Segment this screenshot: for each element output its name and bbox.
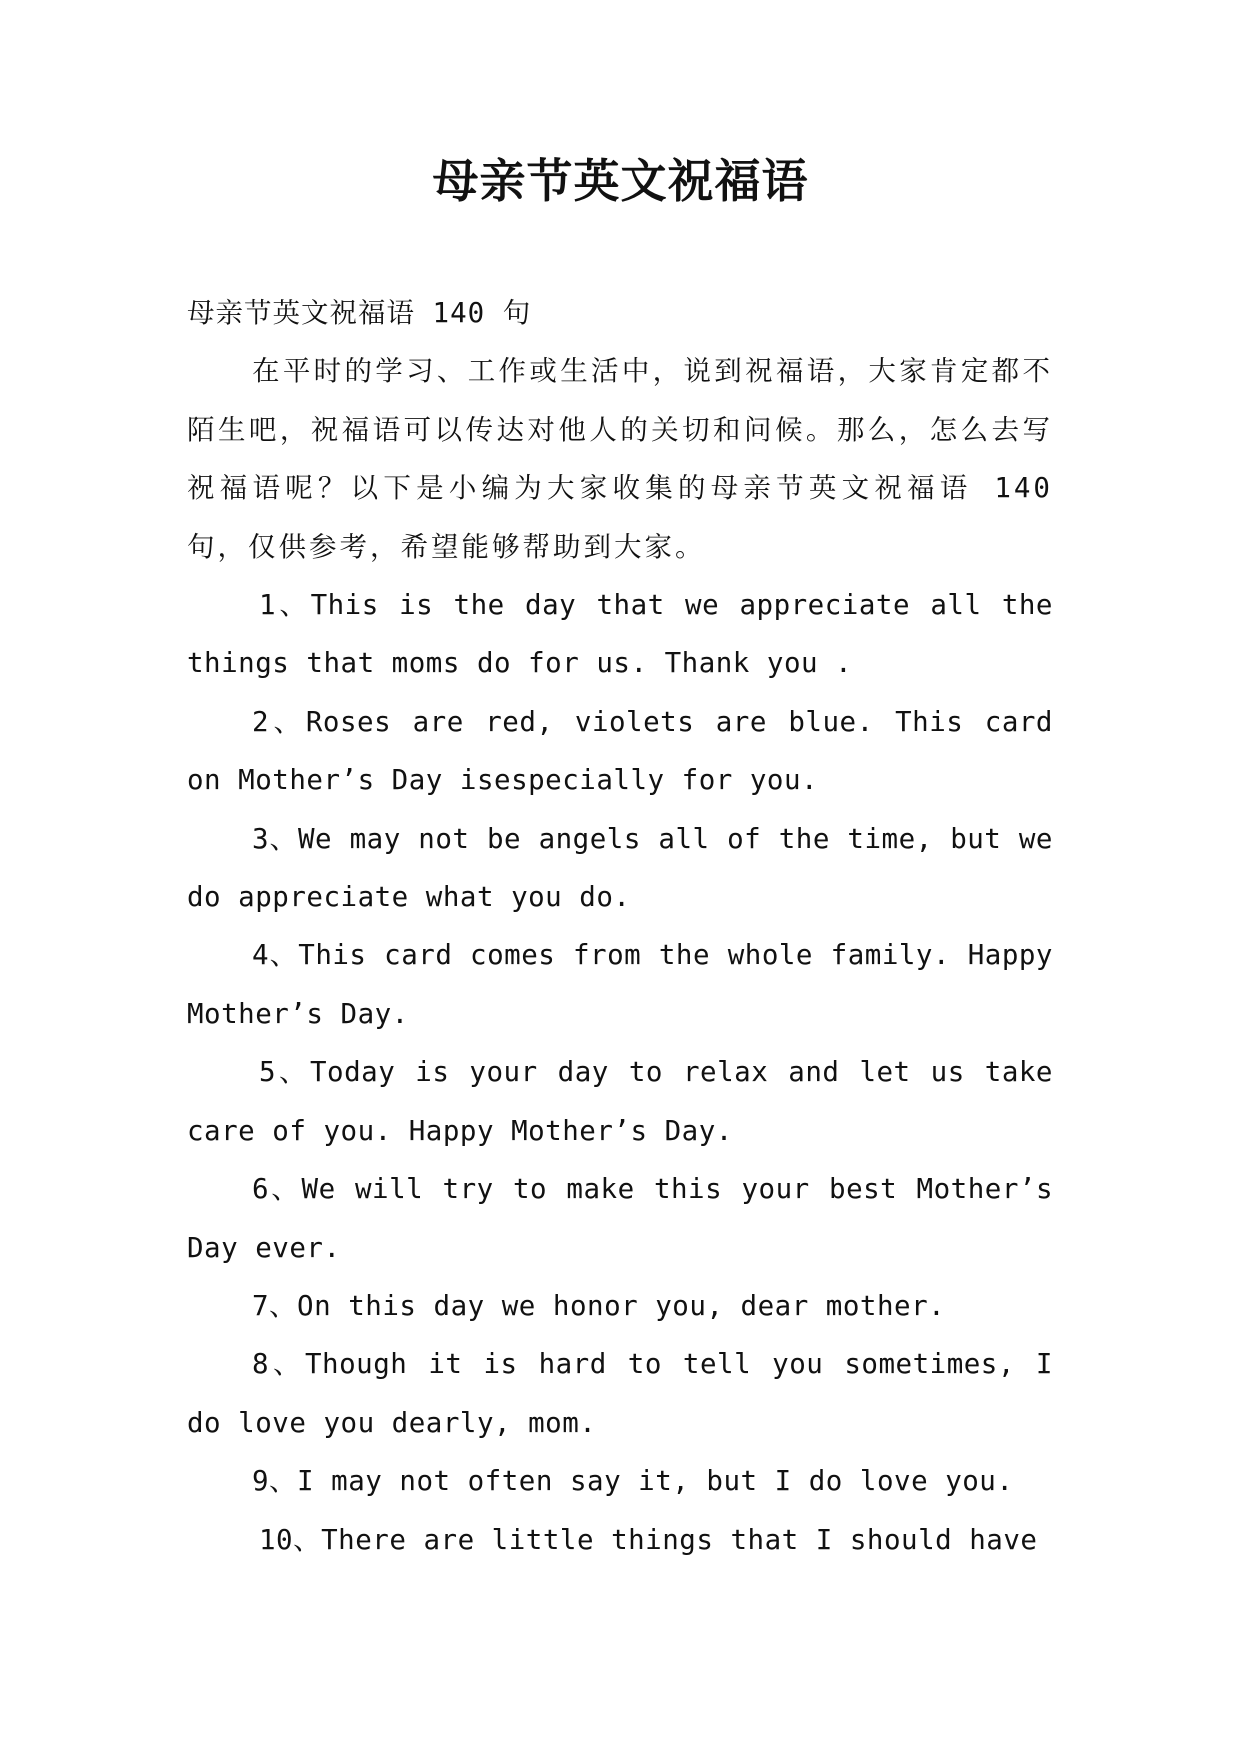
list-item: 5、Today is your day to relax and let us take care of you. Happy Mother’s Day. — [187, 1056, 1053, 1147]
document-body — [187, 284, 1053, 1569]
document-title: 母亲节英文祝福语 — [432, 154, 809, 208]
list-item: 1、This is the day that we appreciate all the things that moms do for us. Thank you . — [187, 589, 1053, 680]
list-item: 10、There are little things that I should have — [259, 1523, 1038, 1556]
list-item: 6、We will try to make this your best Mother’s Day ever. — [187, 1173, 1053, 1264]
list-item: 8、Though it is hard to tell you sometimes, I do love you dearly, mom. — [187, 1348, 1053, 1439]
list-item: 7、On this day we honor you, dear mother. — [252, 1289, 946, 1322]
list-item: 3、We may not be angels all of the time, but we do appreciate what you do. — [187, 822, 1053, 914]
list-item: 9、I may not often say it, but I do love you. — [252, 1465, 1014, 1498]
list-item: 4、This card comes from the whole family. Happy Mother’s Day. — [187, 939, 1053, 1030]
document-subtitle: 母亲节英文祝福语 140 句 — [187, 297, 532, 329]
intro-paragraph: 在平时的学习、工作或生活中，说到祝福语，大家肯定都不陌生吧，祝福语可以传达对他人的关切和问候。那么，怎么去写祝福语呢？以下是小编为大家收集的母亲节英文祝福语 140 句，仅供参考，希望能够帮助到大家。 — [187, 355, 1053, 563]
list-item: 2、Roses are red, violets are blue. This card on Mother’s Day isespecially for you. — [187, 705, 1053, 797]
